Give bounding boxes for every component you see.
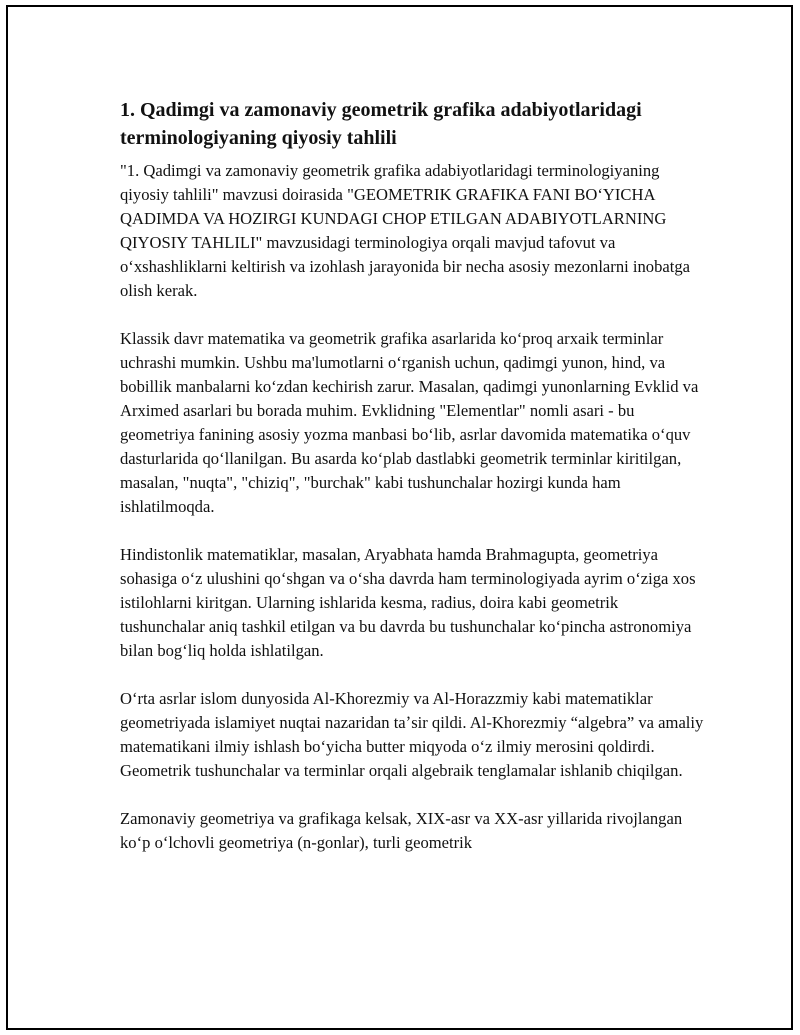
document-title: 1. Qadimgi va zamonaviy geometrik grafika adabiyotlaridagi terminologiyaning qiyosiy tahlili xyxy=(120,99,642,149)
paragraph: Zamonaviy geometriya va grafikaga kelsak, XIX-asr va XX-asr yillarida rivojlangan koʻp oʻlchovli geometriya (n-gonlar), turli geometrik xyxy=(120,809,683,852)
document-page xyxy=(6,5,793,1030)
paragraph: Hindistonlik matematiklar, masalan, Aryabhata hamda Brahmagupta, geometriya sohasiga oʻz ulushini qoʻshgan va oʻsha davrda ham terminologiyada ayrim oʻziga xos istilohlarni kiritgan. Ularning ishlarida kesma, radius, doira kabi geometrik tushunchalar aniq tashkil etilgan va bu davrda bu tushunchalar koʻpincha astronomiya bilan bogʻliq holda ishlatilgan. xyxy=(120,545,696,660)
paragraph: "1. Qadimgi va zamonaviy geometrik grafika adabiyotlaridagi terminologiyaning qiyosiy tahlili" mavzusi doirasida "GEOMETRIK GRAFIKA FANI BOʻYICHA QADIMDA VA HOZIRGI KUNDAGI CHOP ETILGAN ADABIYOTLARNING QIYOSIY TAHLILI" mavzusidagi terminologiya orqali mavjud tafovut va oʻxshashliklarni keltirish va izohlash jarayonida bir necha asosiy mezonlarni inobatga olish kerak. xyxy=(120,161,691,300)
paragraph: Klassik davr matematika va geometrik grafika asarlarida koʻproq arxaik terminlar uchrashi mumkin. Ushbu ma'lumotlarni oʻrganish uchun, qadimgi yunon, hind, va bobillik manbalarni koʻzdan kechirish zarur. Masalan, qadimgi yunonlarning Evklid va Arximed asarlari bu borada muhim. Evklidning "Elementlar" nomli asari - bu geometriya fanining asosiy yozma manbasi boʻlib, asrlar davomida matematika oʻquv dasturlarida qoʻllanilgan. Bu asarda koʻplab dastlabki geometrik terminlar kiritilgan, masalan, "nuqta", "chiziq", "burchak" kabi tushunchalar hozirgi kunda ham ishlatilmoqda. xyxy=(120,329,699,516)
document-content xyxy=(120,96,705,879)
paragraph: Oʻrta asrlar islom dunyosida Al-Khorezmiy va Al-Horazzmiy kabi matematiklar geometriyada islamiyet nuqtai nazaridan taʼsir qildi. Al-Khorezmiy “algebra” va amaliy matematikani ilmiy ishlash boʻyicha butter miqyoda oʻz ilmiy merosini qoldirdi. Geometrik tushunchalar va terminlar orqali algebraik tenglamalar ishlanib chiqilgan. xyxy=(120,689,704,780)
